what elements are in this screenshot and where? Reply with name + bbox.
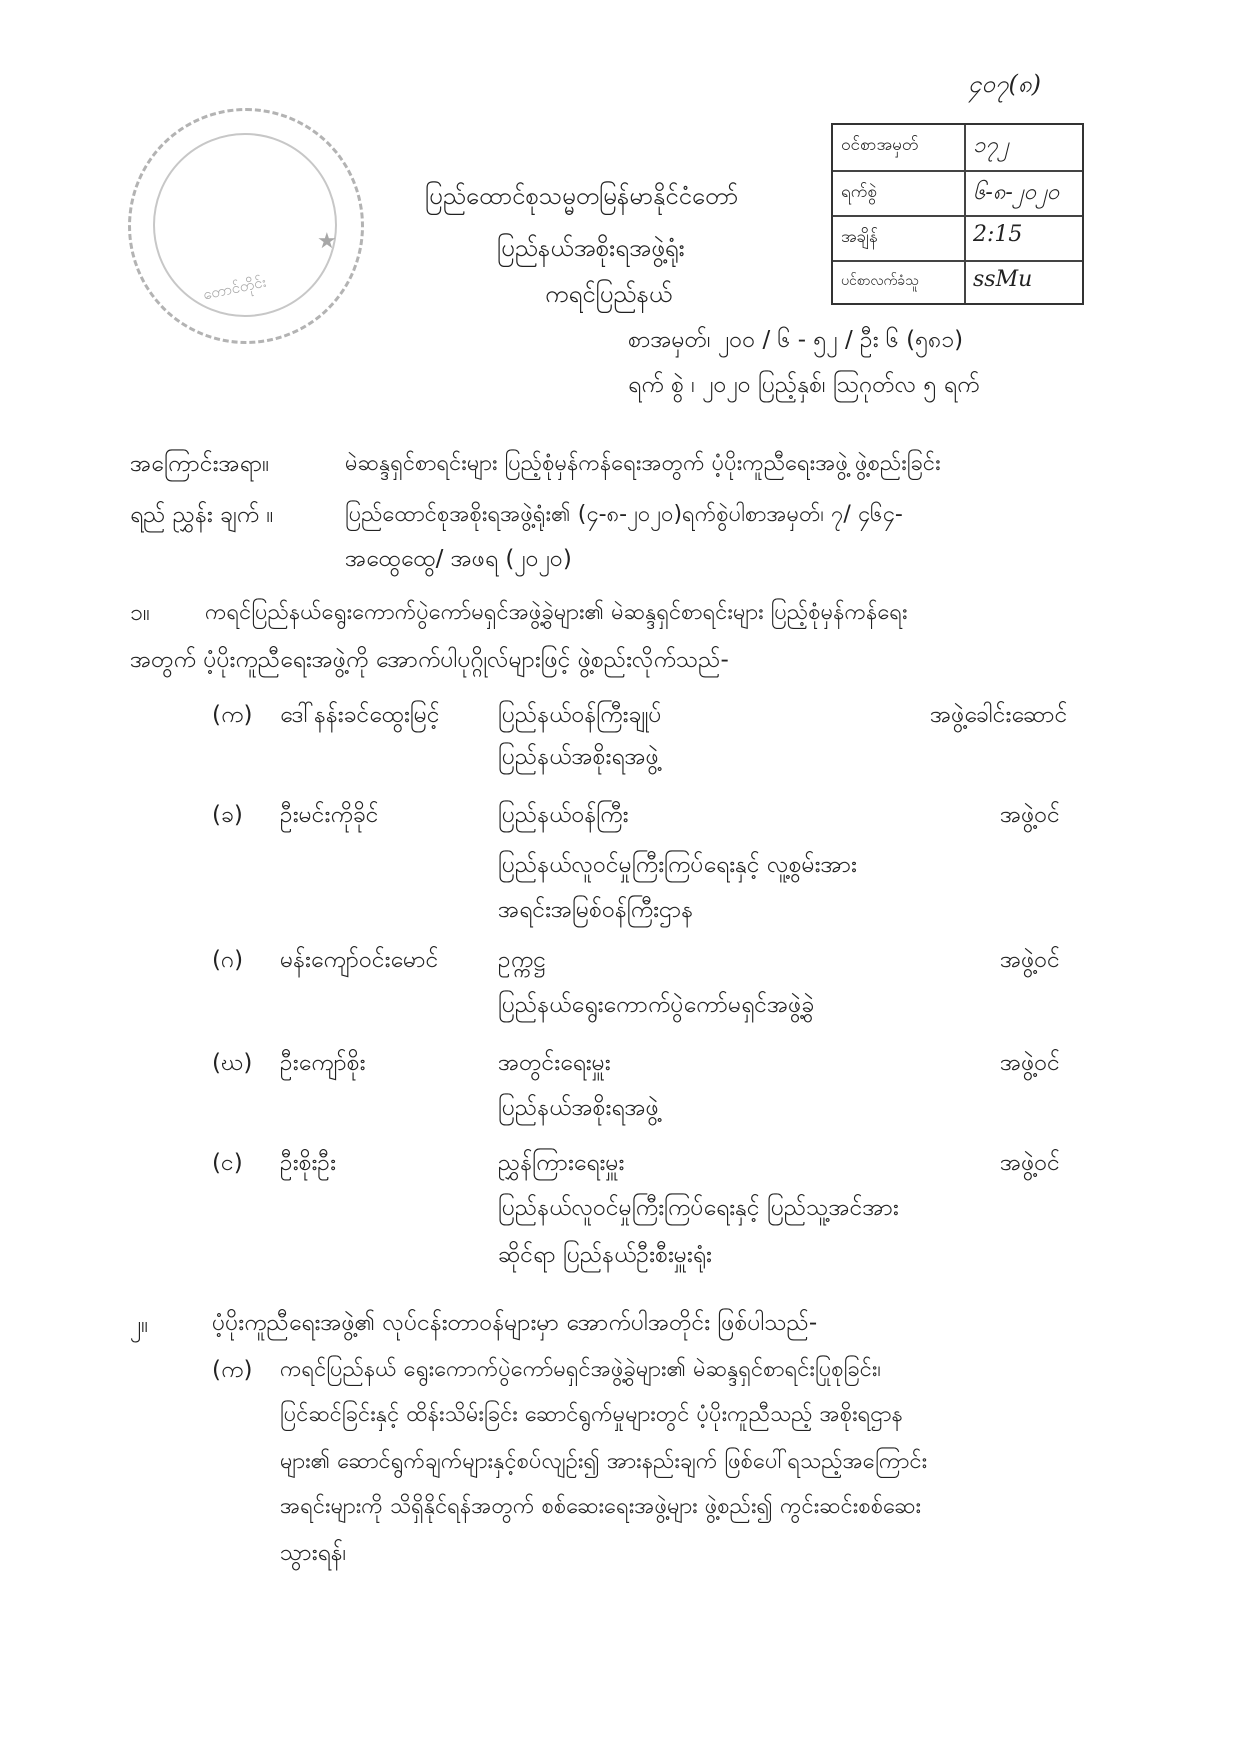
reference-line-2: အထွေထွေ/ အဖရ (၂၀၂၀) [345, 546, 572, 572]
subject-text: မဲဆန္ဒရှင်စာရင်းများ ပြည့်စုံမှန်ကန်ရေးအတွက် ပံ့ပိုးကူညီရေးအဖွဲ့ ဖွဲ့စည်းခြင်း [345, 451, 941, 476]
member-role: အဖွဲ့ဝင် [1000, 947, 1060, 973]
member-position: အရင်းအမြစ်ဝန်ကြီးဌာန [498, 897, 694, 923]
member-name: ဦးကျော်စိုး [280, 1050, 366, 1076]
member-key: (ဃ) [212, 1050, 253, 1076]
office-seal [128, 108, 364, 344]
para1-line-2: အတွက် ပံ့ပိုးကူညီရေးအဖွဲ့ကို အောက်ပါပုဂ္ဂိုလ်များဖြင့် ဖွဲ့စည်းလိုက်သည်- [130, 647, 729, 673]
receipt-register-box [831, 123, 1084, 305]
para1-number: ၁။ [130, 600, 150, 626]
member-position: ဆိုင်ရာ ပြည်နယ်ဦးစီးမှူးရုံး [498, 1242, 712, 1268]
header-state: ကရင်ပြည်နယ် [545, 280, 673, 308]
para1-line-1: ကရင်ပြည်နယ်ရွေးကောက်ပွဲကော်မရှင်အဖွဲ့ခွဲများ၏ မဲဆန္ဒရှင်စာရင်းများ ပြည့်စုံမှန်ကန်ရေး [205, 600, 908, 625]
register-label: အချိန် [841, 227, 878, 247]
member-position: အတွင်းရေးမှူး [498, 1050, 611, 1076]
member-position: ညွှန်ကြားရေးမှူး [498, 1150, 625, 1176]
register-row [833, 170, 1082, 217]
member-name: ဦးမင်းကိုခိုင် [280, 802, 379, 828]
register-row [833, 260, 1082, 307]
member-role: အဖွဲ့ခေါင်းဆောင် [930, 702, 1068, 728]
header-office: ပြည်နယ်အစိုးရအဖွဲ့ရုံး [497, 234, 685, 262]
register-label: ပင်စာလက်ခံသူ [841, 273, 919, 289]
para2-line-5: သွားရန်၊ [280, 1540, 347, 1566]
para2-item-key: (က) [212, 1357, 253, 1383]
member-position: ပြည်နယ်အစိုးရအဖွဲ့ [498, 1095, 659, 1121]
member-role: အဖွဲ့ဝင် [1000, 802, 1060, 828]
member-position: ပြည်နယ်ရွေးကောက်ပွဲကော်မရှင်အဖွဲ့ခွဲ [498, 992, 815, 1018]
member-key: (ဂ) [212, 947, 244, 973]
member-role: အဖွဲ့ဝင် [1000, 1050, 1060, 1076]
member-name: မန်းကျော်ဝင်းမောင် [280, 947, 439, 973]
para2-line-3: များ၏ ဆောင်ရွက်ချက်များနှင့်စပ်လျဉ်း၍ အားနည်းချက် ဖြစ်ပေါ်ရသည့်အကြောင်း [280, 1449, 928, 1474]
register-label: ဝင်စာအမှတ် [841, 135, 919, 155]
member-key: (င) [212, 1150, 243, 1176]
subject-label: အကြောင်းအရာ။ [130, 451, 270, 477]
member-position: ပြည်နယ်ဝန်ကြီးချုပ် [498, 702, 662, 728]
member-key: (က) [212, 702, 253, 728]
register-row [833, 215, 1082, 262]
member-role: အဖွဲ့ဝင် [1000, 1150, 1060, 1176]
register-value: ssMu [973, 267, 1033, 292]
reference-label: ရည် ညွှန်း ချက် ။ [130, 502, 274, 528]
register-value: 2:15 [973, 222, 1023, 247]
header-country: ပြည်ထောင်စုသမ္မတမြန်မာနိုင်ငံတော် [425, 182, 739, 210]
para2-intro: ပံ့ပိုးကူညီရေးအဖွဲ့၏ လုပ်ငန်းတာဝန်များမှာ အောက်ပါအတိုင်း ဖြစ်ပါသည်- [212, 1310, 818, 1336]
member-position: ပြည်နယ်ဝန်ကြီး [498, 802, 629, 828]
para2-line-4: အရင်းများကို သိရှိနိုင်ရန်အတွက် စစ်ဆေးရေးအဖွဲ့များ ဖွဲ့စည်း၍ ကွင်းဆင်းစစ်ဆေး [280, 1494, 922, 1519]
member-position: ပြည်နယ်လူဝင်မှုကြီးကြပ်ရေးနှင့် လူ့စွမ်းအား [498, 852, 857, 878]
member-position: ဥက္ကဋ္ဌ [498, 947, 546, 973]
para2-number: ၂။ [130, 1312, 149, 1338]
letter-date: ရက် စွဲ ၊ ၂၀၂၀ ပြည့်နှစ်၊ ဩဂုတ်လ ၅ ရက် [628, 372, 980, 398]
register-label: ရက်စွဲ [841, 182, 877, 202]
reference-line-1: ပြည်ထောင်စုအစိုးရအဖွဲ့ရုံး၏ (၄-၈-၂၀၂၀)ရက်စွဲပါစာအမှတ်၊ ၇/ ၄၆၄- [345, 502, 903, 527]
page-reference: ၄၀၇(၈) [968, 70, 1041, 98]
register-value: ၆-၈-၂၀၂၀ [973, 180, 1060, 205]
letter-number: စာအမှတ်၊ ၂၀၀ / ၆ - ၅၂ / ဦး ၆ (၅၈၁) [628, 327, 964, 353]
para2-line-2: ပြင်ဆင်ခြင်းနှင့် ထိန်းသိမ်းခြင်း ဆောင်ရွက်မှုများတွင် ပံ့ပိုးကူညီသည့် အစိုးရဌာန [280, 1402, 903, 1427]
member-name: ဒေါ်နန်းခင်ထွေးမြင့် [280, 702, 440, 728]
member-key: (ခ) [212, 802, 243, 828]
register-row [833, 125, 1082, 170]
member-position: ပြည်နယ်လူဝင်မှုကြီးကြပ်ရေးနှင့် ပြည်သူ့အင်အား [498, 1195, 899, 1221]
member-position: ပြည်နယ်အစိုးရအဖွဲ့ [498, 744, 659, 770]
register-value: ၁၇၂ [973, 133, 1009, 158]
para2-line-1: ကရင်ပြည်နယ် ရွေးကောက်ပွဲကော်မရှင်အဖွဲ့ခွဲများ၏ မဲဆန္ဒရှင်စာရင်းပြုစုခြင်း၊ [280, 1357, 881, 1382]
star-icon: ★ [317, 229, 337, 254]
seal-text: တောင်တိုင်း [201, 272, 268, 304]
member-name: ဦးစိုးဦး [280, 1150, 336, 1176]
